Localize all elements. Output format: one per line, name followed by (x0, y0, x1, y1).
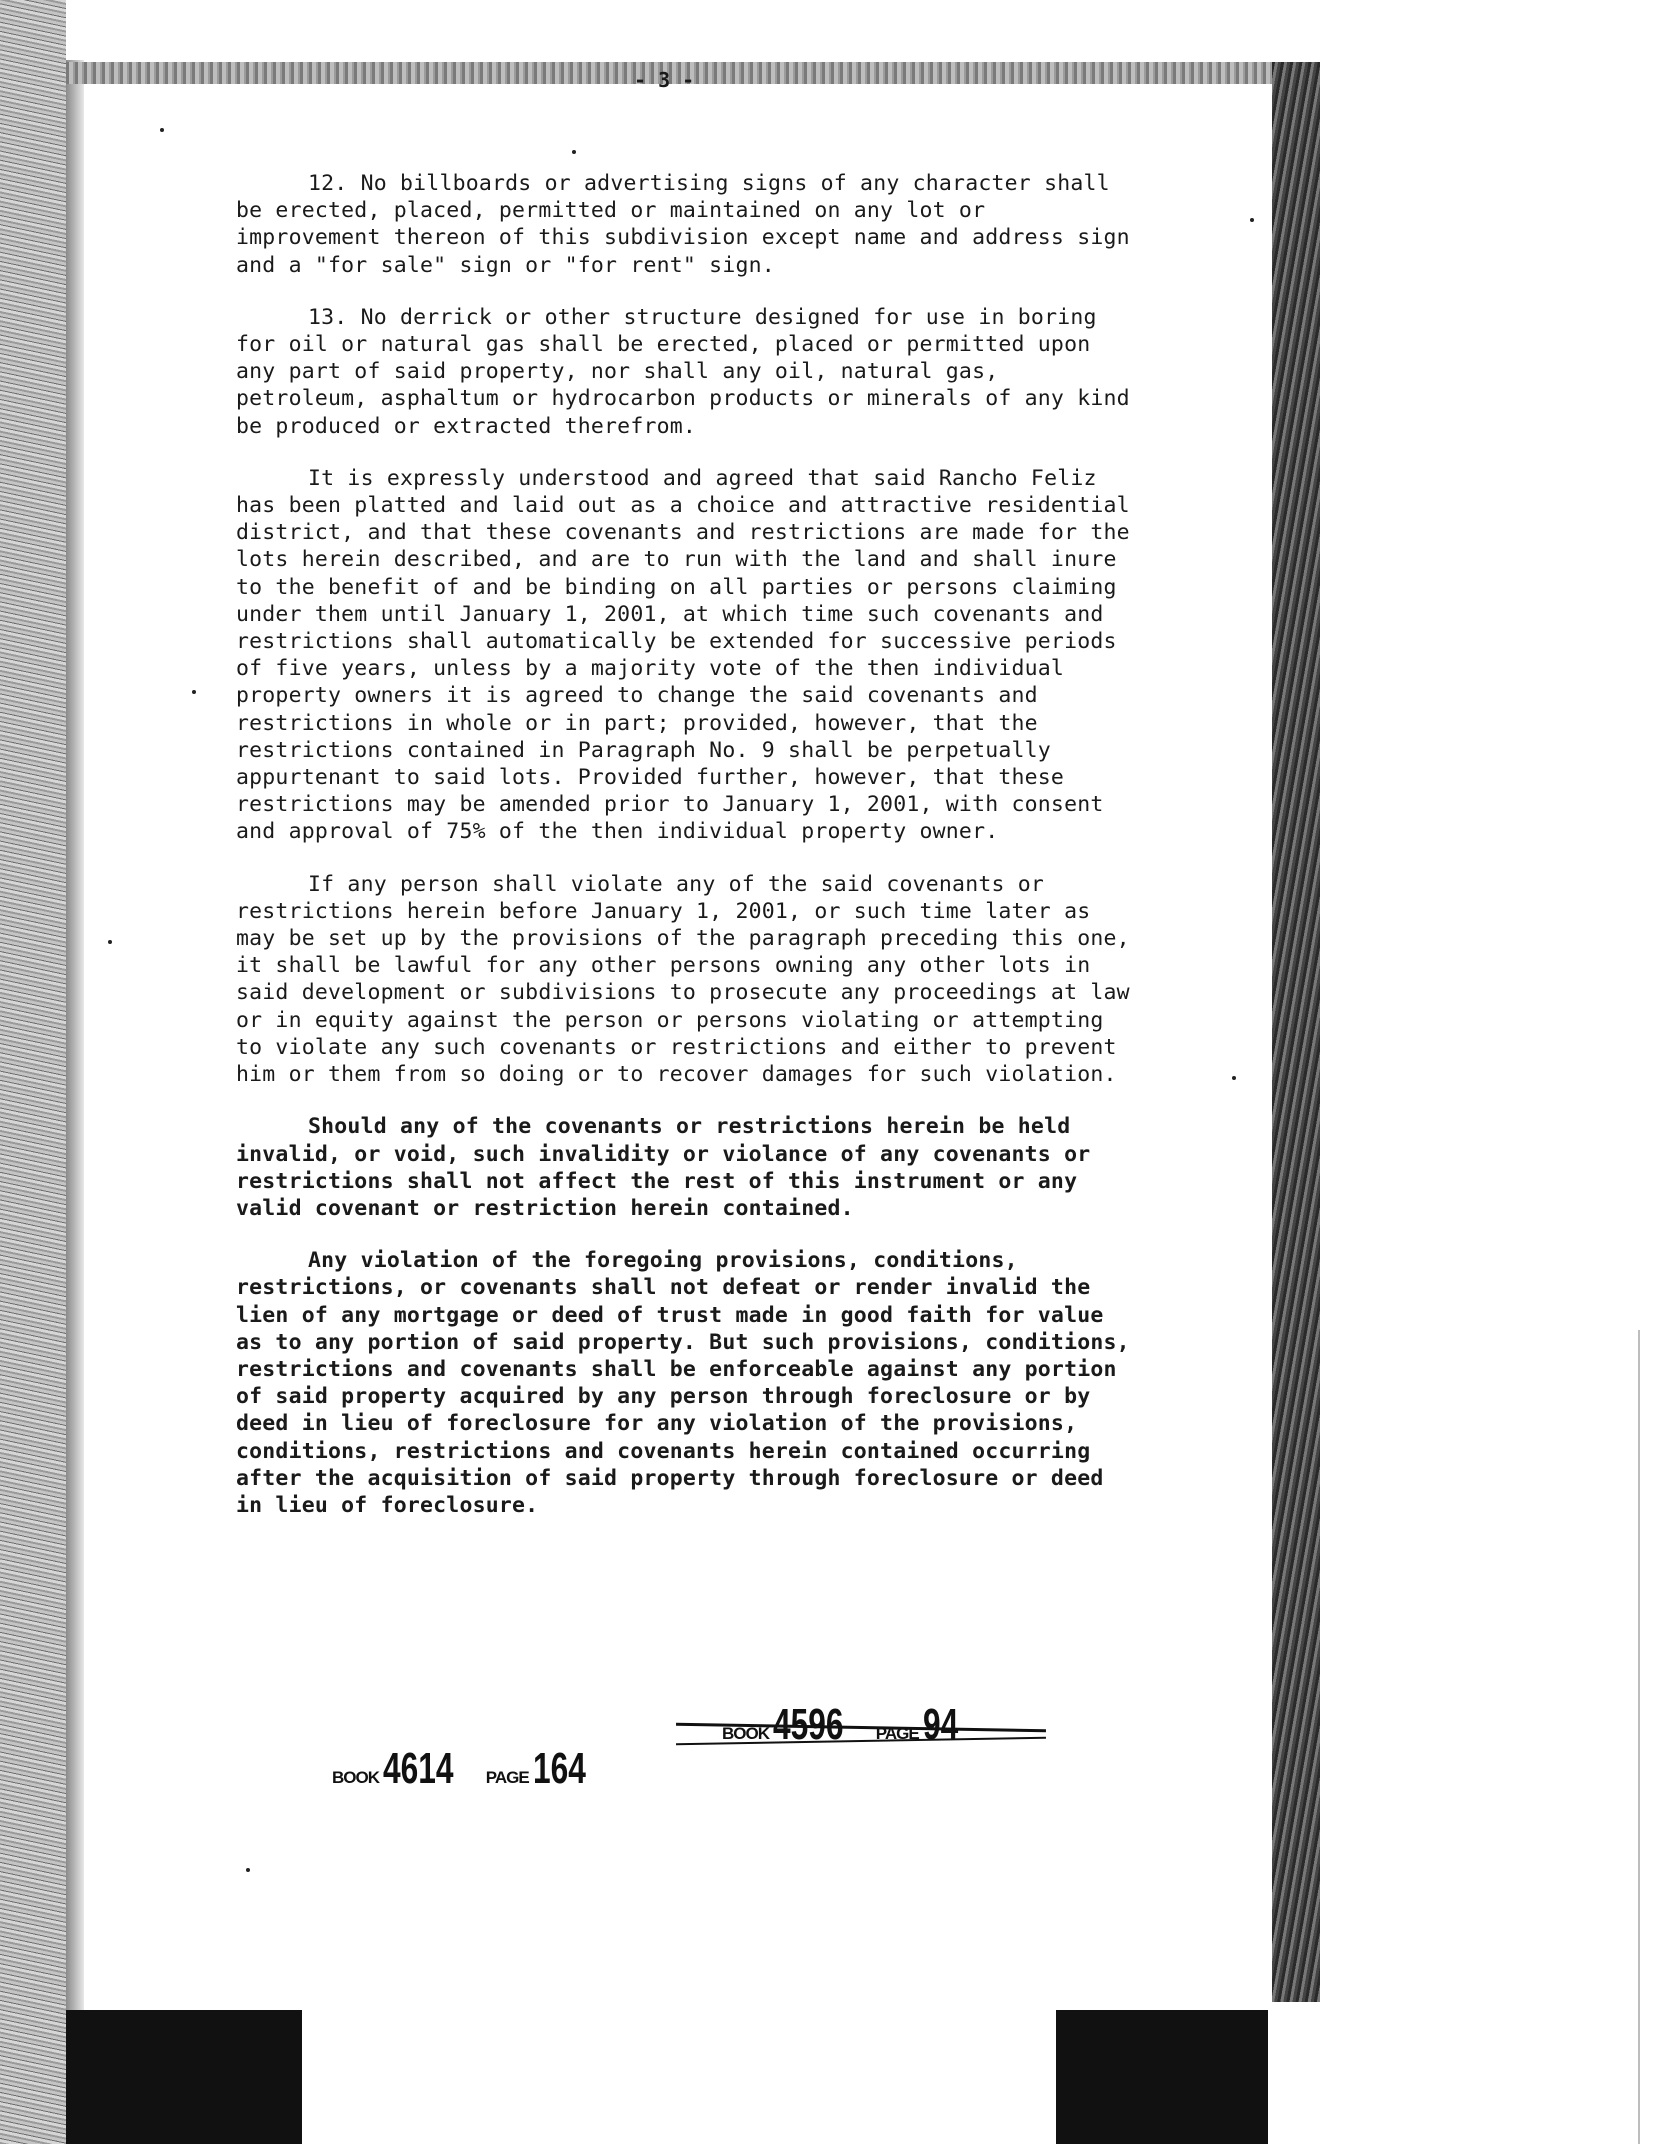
stamp-page-label: PAGE (485, 1768, 529, 1787)
superseded-recording-stamp (722, 1700, 972, 1750)
paragraph: If any person shall violate any of the said covenants or restrictions herein before January 1, 2001, or such time later as may be set up by the provisions of the paragraph preceding this one, it shall be lawful for any other persons owning any other lots in said development or subdivisions to prosecute any proceedings at law or in equity against the person or persons violating or attempting to violate any such covenants or restrictions and either to prevent him or them from so doing or to recover damages for such violation. (236, 871, 1130, 1088)
paragraph: 13. No derrick or other structure designed for use in boring for oil or natural gas shall be erected, placed or permitted upon any part of said property, nor shall any oil, natural gas, petroleum, asphaltum or hydrocarbon products or minerals of any kind be produced or extracted therefrom. (236, 304, 1130, 439)
paragraph: It is expressly understood and agreed that said Rancho Feliz has been platted and laid out as a choice and attractive residential district, and that these covenants and restrictions are made for the lots herein described, and are to run with the land and shall inure to the benefit of and be binding on all parties or persons claiming under them until January 1, 2001, at which time such covenants and restrictions shall automatically be extended for successive periods of five years, unless by a majority vote of the then individual property owners it is agreed to change the said covenants and restrictions in whole or in part; provided, however, that the restrictions contained in Paragraph No. 9 shall be perpetually appurtenant to said lots. Provided further, however, that these restrictions may be amended prior to January 1, 2001, with consent and approval of 75% of the then individual property owner. (236, 465, 1130, 845)
recording-stamp (332, 1744, 607, 1794)
stamp-book-number: 4614 (383, 1744, 454, 1793)
scan-speck (192, 690, 196, 694)
scan-speck (1250, 218, 1254, 222)
stamp-page-label: PAGE (875, 1724, 919, 1743)
document-text (236, 170, 1136, 1544)
paragraph: Should any of the covenants or restrictions herein be held invalid, or void, such invalidity or violance of any covenants or restrictions shall not affect the rest of this instrument or any valid covenant or restriction herein contained. (236, 1114, 1091, 1221)
scan-border-right (1272, 62, 1320, 2002)
stamp-page-number: 164 (533, 1744, 587, 1793)
scan-speck (246, 1868, 250, 1872)
scan-speck (1232, 1076, 1236, 1080)
scan-speck (108, 940, 112, 944)
scan-edge-line (1638, 1330, 1640, 2144)
stamp-book-number: 4596 (773, 1700, 844, 1749)
paragraph: 12. No billboards or advertising signs of any character shall be erected, placed, permitted or maintained on any lot or improvement thereon of this subdivision except name and address sign and a "for sale" sign or "for rent" sign. (236, 171, 1130, 278)
scan-shadow-left (66, 60, 84, 2090)
scan-border-left (0, 0, 66, 2144)
stamp-book-label: BOOK (722, 1724, 769, 1743)
scan-speck (160, 128, 164, 132)
page-number: - 3 - (634, 68, 695, 92)
scan-speck (572, 150, 576, 154)
stamp-book-label: BOOK (332, 1768, 379, 1787)
scan-corner-bottom-left (66, 2010, 302, 2144)
paragraph: Any violation of the foregoing provisions, conditions, restrictions, or covenants shall not defeat or render invalid the lien of any mortgage or deed of trust made in good faith for value as to any portion of said property. But such provisions, conditions, restrictions and covenants shall be enforceable against any portion of said property acquired by any person through foreclosure or by deed in lieu of foreclosure for any violation of the provisions, conditions, restrictions and covenants herein contained occurring after the acquisition of said property through foreclosure or deed in lieu of foreclosure. (236, 1248, 1130, 1518)
scan-corner-bottom-right (1056, 2010, 1268, 2144)
stamp-page-number: 94 (923, 1700, 959, 1749)
